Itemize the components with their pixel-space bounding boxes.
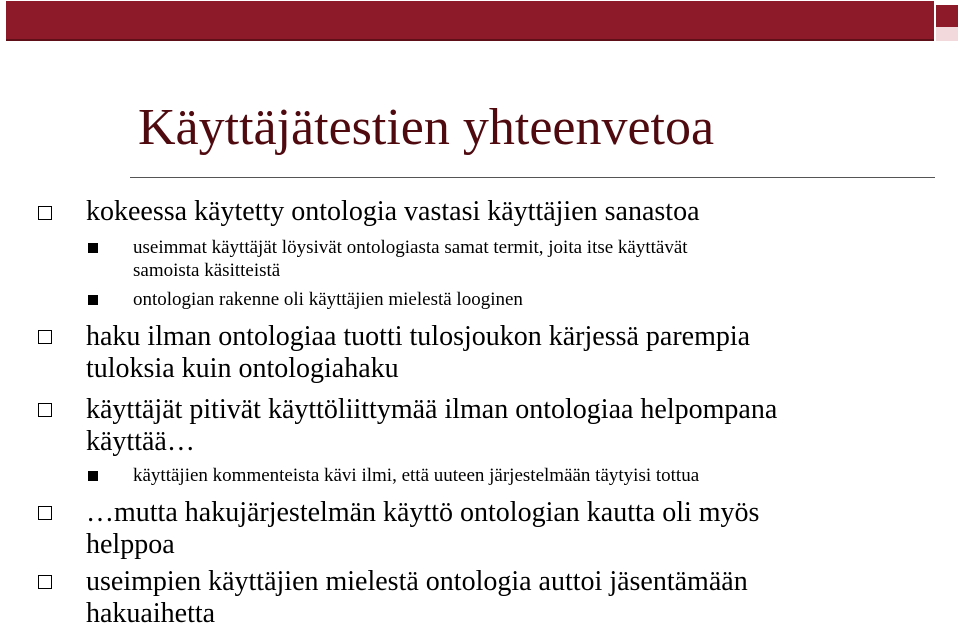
hollow-square-icon [38,575,52,589]
filled-square-icon [88,295,98,305]
bullet-item [86,566,748,627]
slide-title: Käyttäjätestien yhteenvetoa [138,99,715,156]
sub-bullet-item [133,236,688,282]
bullet-text-line: haku ilman ontologiaa tuotti tulosjoukon kärjessä parempia [86,321,751,352]
filled-square-icon [88,471,98,481]
hollow-square-icon [38,403,52,417]
hollow-square-icon [38,206,52,220]
bullet-text-line: hakuaihetta [86,598,216,627]
bullet-text-line: ontologian rakenne oli käyttäjien mielestä looginen [133,289,523,310]
bullet-text-line: kokeessa käytetty ontologia vastasi käyttäjien sanastoa [86,196,700,227]
bullet-item [86,394,777,458]
bullet-item [86,497,759,561]
sub-bullet-item [133,288,523,311]
filled-square-icon [88,243,98,253]
bullet-text-line: helppoa [86,529,175,560]
bullet-text-line: …mutta hakujärjestelmän käyttö ontologian kautta oli myös [86,497,760,528]
hollow-square-icon [38,330,52,344]
bullet-text-line: samoista käsitteistä [133,260,281,281]
bullet-item [86,196,700,228]
bullet-text-line: käyttäjien kommenteista kävi ilmi, että uuteen järjestelmään täytyisi tottua [133,465,700,486]
bullet-text-line: useimmat käyttäjät löysivät ontologiasta samat termit, joita itse käyttävät [133,237,688,258]
bullet-text-line: tuloksia kuin ontologiahaku [86,353,399,384]
bullet-text-line: käyttäjät pitivät käyttöliittymää ilman ontologiaa helpompana [86,394,778,425]
bullet-item [86,321,750,385]
bullet-text-line: useimpien käyttäjien mielestä ontologia auttoi jäsentämään [86,566,748,597]
bullet-text-line: käyttää… [86,426,195,457]
sub-bullet-item [133,464,699,487]
hollow-square-icon [38,506,52,520]
